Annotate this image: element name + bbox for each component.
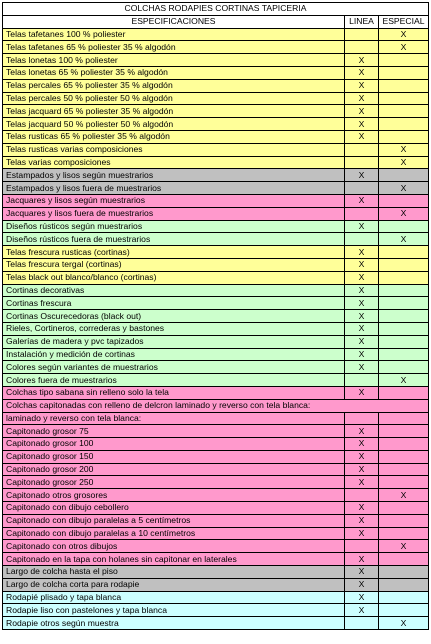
linea-cell: X <box>345 297 379 310</box>
spec-cell: Rodapie liso con pastelones y tapa blanca <box>3 604 345 617</box>
linea-cell: X <box>345 463 379 476</box>
especial-cell <box>379 258 429 271</box>
spec-cell: Rieles, Cortineros, correderas y bastones <box>3 322 345 335</box>
spec-cell: Rodapié plisado y tapa blanca <box>3 591 345 604</box>
spec-cell: Telas varias composiciones <box>3 156 345 169</box>
linea-cell <box>345 233 379 246</box>
especial-cell <box>379 335 429 348</box>
linea-cell <box>345 28 379 41</box>
especial-cell <box>379 386 429 399</box>
table-row <box>3 169 429 182</box>
especial-cell <box>379 271 429 284</box>
spec-cell: Largo de colcha corta para rodapie <box>3 578 345 591</box>
spec-cell: Capitonado con dibujo cebollero <box>3 502 345 515</box>
table-row <box>3 41 429 54</box>
especial-cell: X <box>379 540 429 553</box>
spec-cell: Galerías de madera y pvc tapizados <box>3 335 345 348</box>
linea-cell: X <box>345 310 379 323</box>
spec-cell: Colores según variantes de muestrarios <box>3 361 345 374</box>
table-row <box>3 335 429 348</box>
specifications-table <box>2 2 429 630</box>
especial-cell: X <box>379 617 429 630</box>
especial-cell <box>379 604 429 617</box>
especial-cell <box>379 438 429 451</box>
table-row <box>3 502 429 515</box>
linea-cell: X <box>345 322 379 335</box>
table-row <box>3 28 429 41</box>
linea-cell: X <box>345 220 379 233</box>
linea-cell: X <box>345 169 379 182</box>
especial-cell <box>379 54 429 67</box>
linea-cell: X <box>345 566 379 579</box>
linea-cell <box>345 412 379 425</box>
spec-cell: Telas jacquard 50 % poliester 50 % algodón <box>3 118 345 131</box>
spec-cell: Telas lonetas 100 % poliester <box>3 54 345 67</box>
linea-cell: X <box>345 438 379 451</box>
especial-cell <box>379 553 429 566</box>
table-row <box>3 105 429 118</box>
spec-cell: Colores fuera de muestrarios <box>3 374 345 387</box>
table-row <box>3 527 429 540</box>
table-row <box>3 361 429 374</box>
linea-cell <box>345 182 379 195</box>
especial-cell <box>379 284 429 297</box>
spec-cell: Telas tafetanes 100 % poliester <box>3 28 345 41</box>
linea-cell <box>345 489 379 502</box>
linea-cell: X <box>345 527 379 540</box>
table-row <box>3 258 429 271</box>
table-row <box>3 386 429 399</box>
especial-cell <box>379 527 429 540</box>
linea-cell <box>345 540 379 553</box>
table-row <box>3 194 429 207</box>
linea-cell: X <box>345 105 379 118</box>
linea-cell <box>345 143 379 156</box>
spec-cell: Telas rusticas varias composiciones <box>3 143 345 156</box>
table-row <box>3 617 429 630</box>
table-row <box>3 322 429 335</box>
table-row <box>3 246 429 259</box>
table-row <box>3 220 429 233</box>
especial-cell <box>379 169 429 182</box>
linea-cell: X <box>345 258 379 271</box>
especial-cell <box>379 591 429 604</box>
especial-cell <box>379 297 429 310</box>
linea-cell: X <box>345 361 379 374</box>
especial-cell <box>379 514 429 527</box>
linea-cell: X <box>345 246 379 259</box>
table-row <box>3 578 429 591</box>
title-row <box>3 3 429 16</box>
table-row <box>3 425 429 438</box>
table-row <box>3 604 429 617</box>
table-row <box>3 271 429 284</box>
spec-cell: Colchas tipo sabana sin relleno solo la tela <box>3 386 345 399</box>
linea-cell: X <box>345 92 379 105</box>
table-title: COLCHAS RODAPIES CORTINAS TAPICERIA <box>3 3 429 16</box>
spec-cell: Telas frescura tergal (cortinas) <box>3 258 345 271</box>
spec-cell: Estampados y lisos fuera de muestrarios <box>3 182 345 195</box>
spec-cell: Capitonado grosor 250 <box>3 476 345 489</box>
spec-cell: Diseños rústicos según muestrarios <box>3 220 345 233</box>
spec-cell: Capitonado grosor 150 <box>3 450 345 463</box>
spec-cell: Largo de colcha hasta el piso <box>3 566 345 579</box>
linea-cell: X <box>345 66 379 79</box>
especial-cell <box>379 463 429 476</box>
especial-cell <box>379 425 429 438</box>
linea-cell <box>345 41 379 54</box>
spec-cell: Cortinas Oscurecedoras (black out) <box>3 310 345 323</box>
linea-cell: X <box>345 118 379 131</box>
linea-cell: X <box>345 284 379 297</box>
linea-cell: X <box>345 335 379 348</box>
table-row <box>3 66 429 79</box>
spec-cell: Cortinas decorativas <box>3 284 345 297</box>
linea-cell: X <box>345 553 379 566</box>
especial-cell <box>379 476 429 489</box>
table-row <box>3 489 429 502</box>
spec-cell: Rodapie otros según muestra <box>3 617 345 630</box>
header-especial: ESPECIAL <box>379 15 429 28</box>
table-row <box>3 207 429 220</box>
spec-cell: Capitonado con dibujo paralelas a 5 centímetros <box>3 514 345 527</box>
linea-cell: X <box>345 386 379 399</box>
table-row <box>3 348 429 361</box>
spec-cell: Capitonado grosor 75 <box>3 425 345 438</box>
spec-cell: Diseños rústicos fuera de muestrarios <box>3 233 345 246</box>
especial-cell: X <box>379 143 429 156</box>
especial-cell <box>379 578 429 591</box>
linea-cell: X <box>345 130 379 143</box>
table-row <box>3 514 429 527</box>
especial-cell: X <box>379 182 429 195</box>
linea-cell: X <box>345 348 379 361</box>
linea-cell: X <box>345 450 379 463</box>
especial-cell: X <box>379 41 429 54</box>
table-row <box>3 399 429 412</box>
table-row <box>3 540 429 553</box>
table-row <box>3 130 429 143</box>
spec-cell: Telas black out blanco/blanco (cortinas) <box>3 271 345 284</box>
especial-cell <box>379 130 429 143</box>
especial-cell <box>379 105 429 118</box>
linea-cell: X <box>345 604 379 617</box>
especial-cell <box>379 322 429 335</box>
spec-cell: Colchas capitonadas con relleno de delcron laminado y reverso con tela blanca: <box>3 399 429 412</box>
table-row <box>3 182 429 195</box>
table-row <box>3 553 429 566</box>
table-row <box>3 233 429 246</box>
especial-cell <box>379 220 429 233</box>
spec-cell: Telas lonetas 65 % poliester 35 % algodón <box>3 66 345 79</box>
linea-cell: X <box>345 514 379 527</box>
spec-cell: Jacquares y lisos según muestrarios <box>3 194 345 207</box>
especial-cell <box>379 66 429 79</box>
spec-cell: Instalación y medición de cortinas <box>3 348 345 361</box>
spec-cell: Capitonado en la tapa con holanes sin capitonar en laterales <box>3 553 345 566</box>
linea-cell: X <box>345 591 379 604</box>
spec-cell: Telas rusticas 65 % poliester 35 % algodón <box>3 130 345 143</box>
spec-cell: Capitonado grosor 100 <box>3 438 345 451</box>
table-row <box>3 412 429 425</box>
spec-cell: Estampados y lisos según muestrarios <box>3 169 345 182</box>
table-row <box>3 156 429 169</box>
table-row <box>3 284 429 297</box>
especial-cell <box>379 348 429 361</box>
table-row <box>3 591 429 604</box>
especial-cell: X <box>379 156 429 169</box>
spec-cell: Capitonado grosor 200 <box>3 463 345 476</box>
linea-cell: X <box>345 476 379 489</box>
linea-cell: X <box>345 54 379 67</box>
especial-cell <box>379 194 429 207</box>
spec-cell: Capitonado con otros dibujos <box>3 540 345 553</box>
especial-cell: X <box>379 233 429 246</box>
especial-cell: X <box>379 28 429 41</box>
linea-cell <box>345 374 379 387</box>
table-row <box>3 79 429 92</box>
spec-cell: Jacquares y lisos fuera de muestrarios <box>3 207 345 220</box>
header-linea: LINEA <box>345 15 379 28</box>
linea-cell: X <box>345 79 379 92</box>
linea-cell: X <box>345 271 379 284</box>
table-row <box>3 297 429 310</box>
spec-cell: Cortinas frescura <box>3 297 345 310</box>
spec-cell: Telas percales 50 % poliester 50 % algodón <box>3 92 345 105</box>
especial-cell <box>379 412 429 425</box>
spec-cell: Capitonado con dibujo paralelas a 10 centímetros <box>3 527 345 540</box>
spec-cell: Capitonado otros grosores <box>3 489 345 502</box>
linea-cell <box>345 156 379 169</box>
especial-cell: X <box>379 489 429 502</box>
table-row <box>3 374 429 387</box>
especial-cell: X <box>379 207 429 220</box>
spec-cell: laminado y reverso con tela blanca: <box>3 412 345 425</box>
linea-cell <box>345 207 379 220</box>
especial-cell <box>379 502 429 515</box>
table-row <box>3 463 429 476</box>
spec-cell: Telas tafetanes 65 % poliester 35 % algodón <box>3 41 345 54</box>
linea-cell: X <box>345 425 379 438</box>
header-especificaciones: ESPECIFICACIONES <box>3 15 345 28</box>
linea-cell <box>345 617 379 630</box>
header-row <box>3 15 429 28</box>
table-row <box>3 54 429 67</box>
especial-cell <box>379 79 429 92</box>
table-row <box>3 310 429 323</box>
especial-cell <box>379 246 429 259</box>
spec-cell: Telas percales 65 % poliester 35 % algodón <box>3 79 345 92</box>
table-row <box>3 143 429 156</box>
especial-cell <box>379 118 429 131</box>
especial-cell <box>379 310 429 323</box>
linea-cell: X <box>345 194 379 207</box>
especial-cell <box>379 361 429 374</box>
table-row <box>3 92 429 105</box>
table-row <box>3 566 429 579</box>
especial-cell <box>379 450 429 463</box>
table-body <box>3 28 429 629</box>
spec-cell: Telas frescura rusticas (cortinas) <box>3 246 345 259</box>
spec-cell: Telas jacquard 65 % poliester 35 % algodón <box>3 105 345 118</box>
especial-cell <box>379 566 429 579</box>
table-row <box>3 450 429 463</box>
table-row <box>3 476 429 489</box>
especial-cell <box>379 92 429 105</box>
especial-cell: X <box>379 374 429 387</box>
linea-cell: X <box>345 578 379 591</box>
table-row <box>3 438 429 451</box>
linea-cell: X <box>345 502 379 515</box>
table-row <box>3 118 429 131</box>
